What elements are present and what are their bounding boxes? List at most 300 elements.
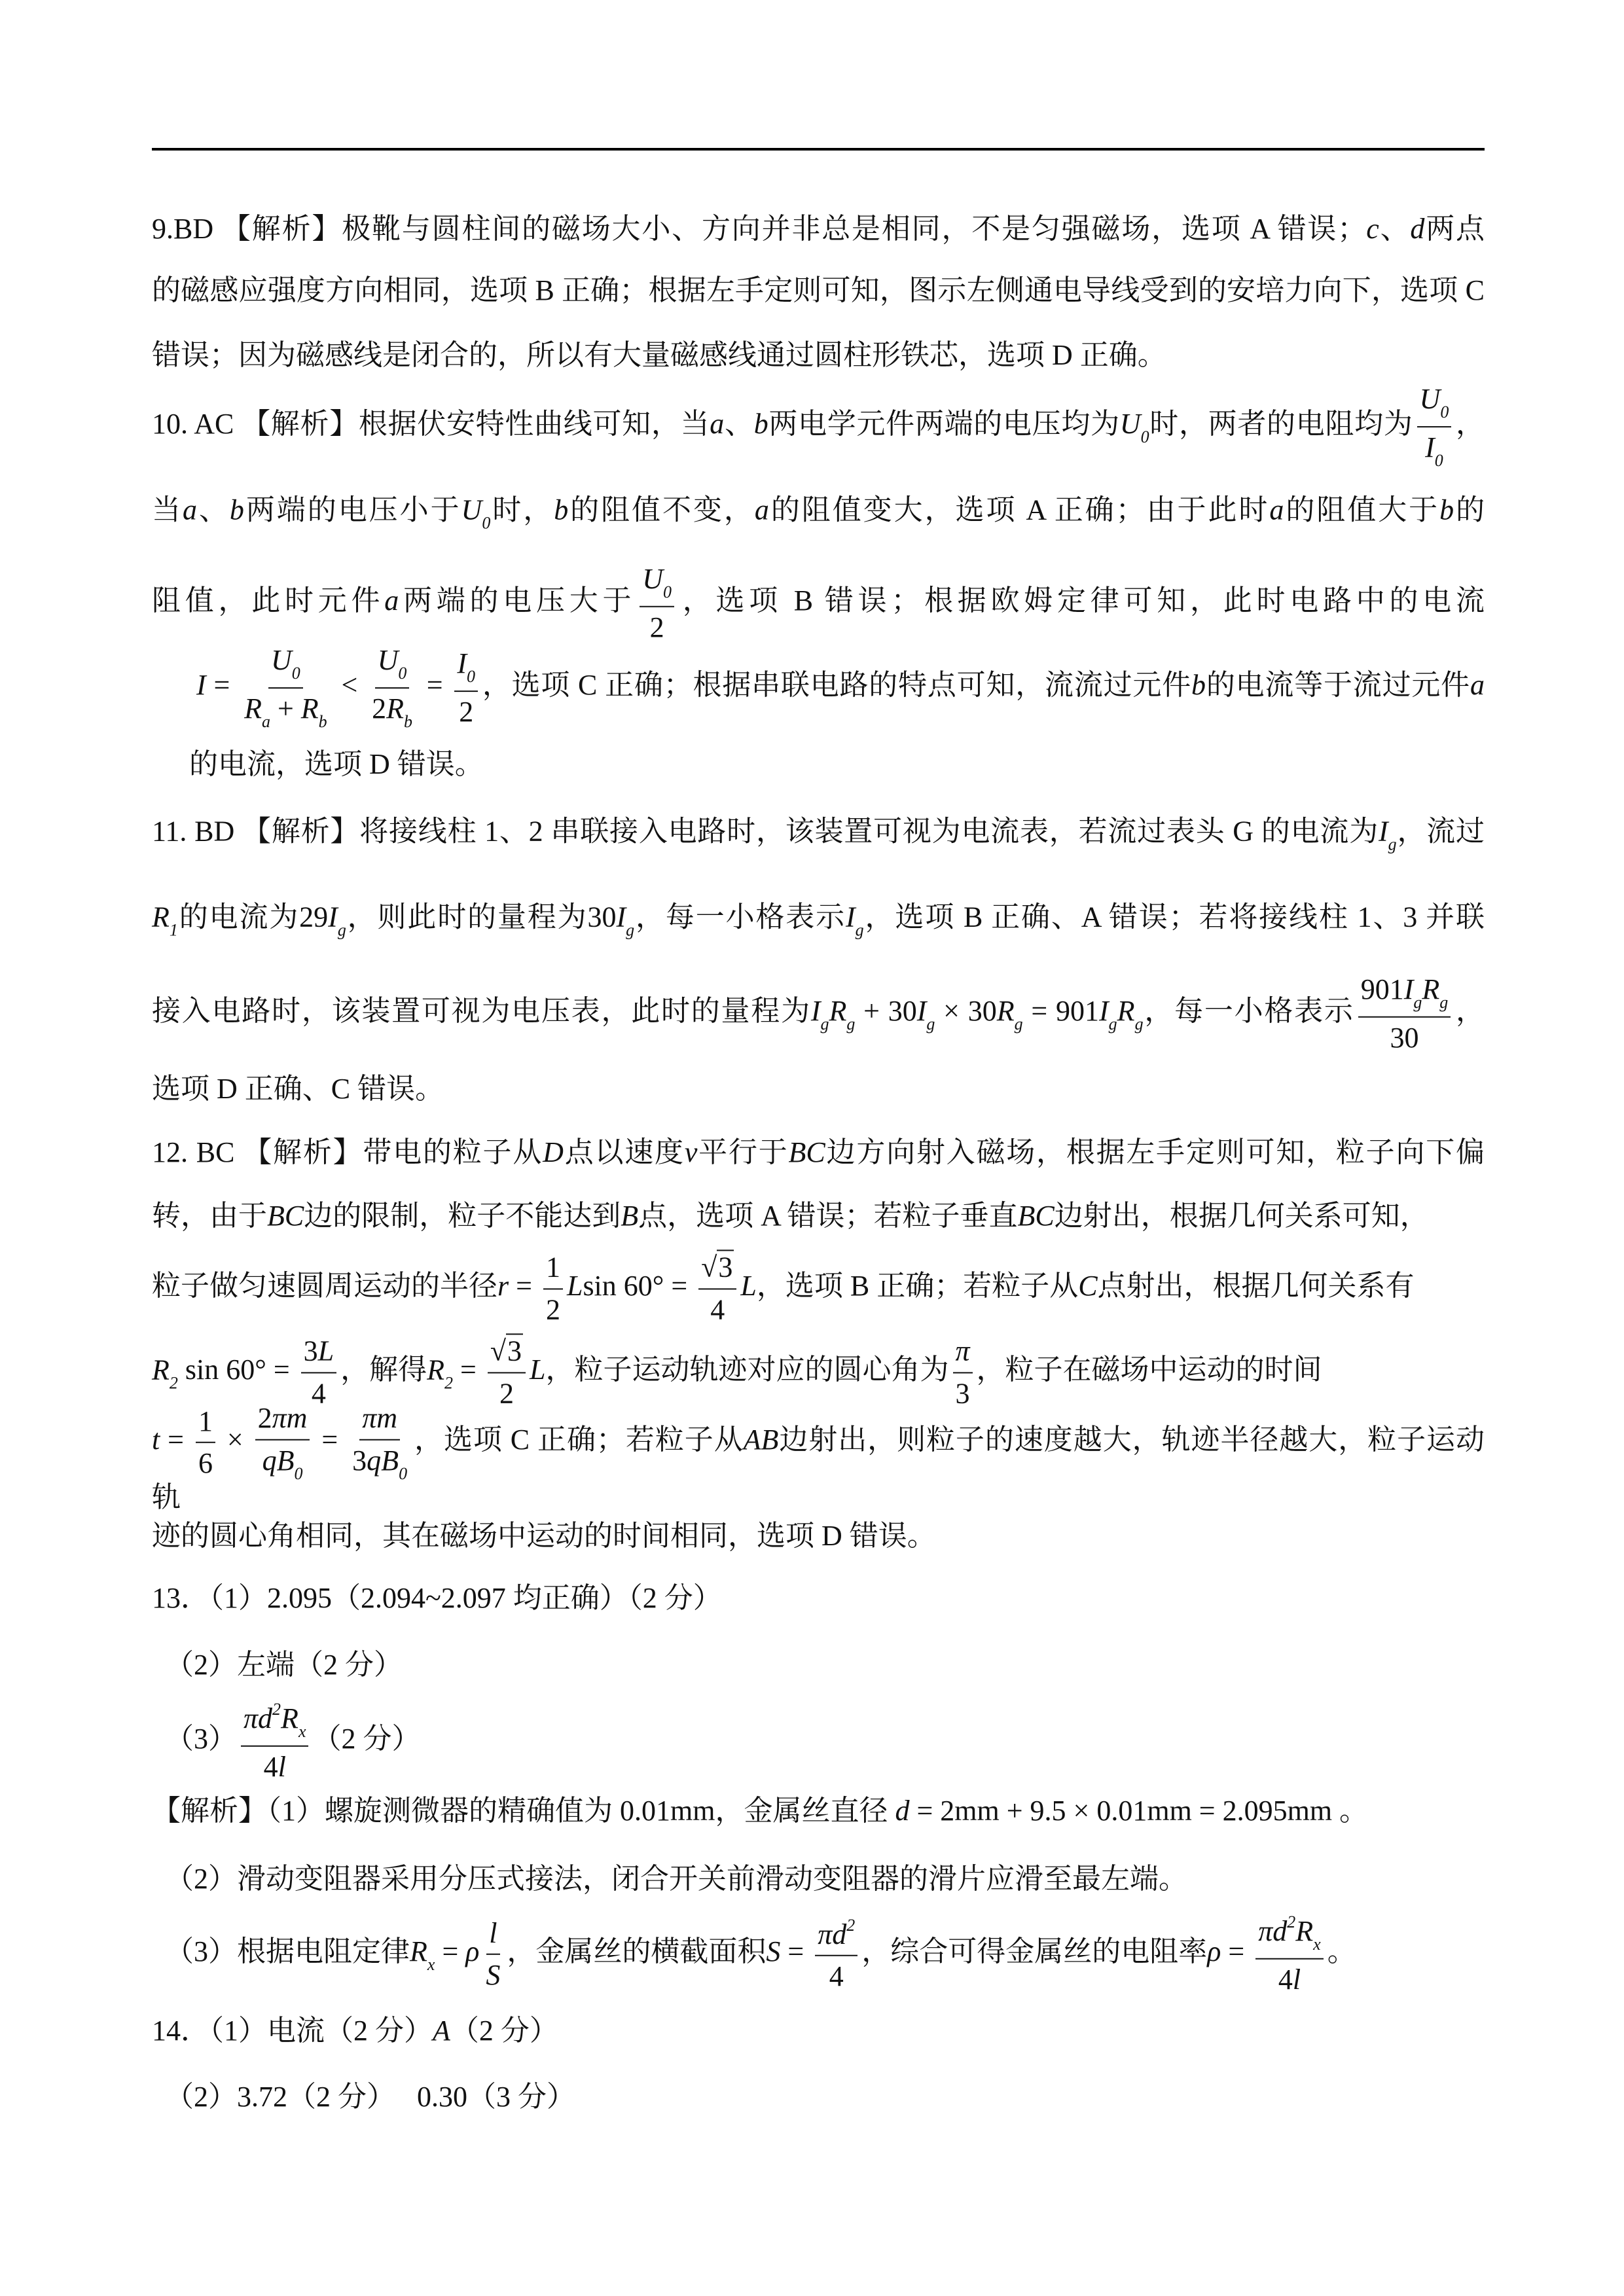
document-line <box>152 1584 1485 1613</box>
text-run: = <box>314 1424 346 1456</box>
variable-symbol: a <box>182 493 197 526</box>
subscript: g <box>1108 1014 1117 1034</box>
math-variable <box>1272 1912 1296 1947</box>
subscript: 2 <box>444 1373 454 1393</box>
radicand: 3 <box>718 1251 733 1283</box>
variable-symbol: πm <box>362 1401 398 1434</box>
subscript: g <box>337 920 346 940</box>
text-run: ，粒子运动轨迹对应的圆心角为 <box>545 1354 949 1386</box>
math-variable <box>384 584 399 617</box>
math-variable <box>1379 815 1397 854</box>
text-run: 两端的电压小于 <box>244 493 461 526</box>
variable-symbol: R <box>300 692 319 725</box>
variable-symbol: R <box>996 995 1015 1028</box>
text-run: 点以速度 <box>563 1136 685 1168</box>
variable-symbol: A <box>433 2015 450 2047</box>
math-variable <box>410 1935 435 1975</box>
text-run: 【解析】（1）螺旋测微器的精确值为 0.01mm，金属丝直径 <box>152 1795 895 1827</box>
text-run: = <box>453 1354 484 1386</box>
variable-symbol: d <box>1410 213 1425 245</box>
subscript: 0 <box>398 664 407 683</box>
variable-symbol: qB <box>367 1444 399 1477</box>
math-variable <box>1410 213 1424 245</box>
text-run: 13．（1）2.095（2.094~2.097 均正确）（2 分） <box>152 1582 722 1614</box>
subscript: g <box>1439 992 1449 1012</box>
math-variable <box>1293 1964 1301 1996</box>
text-run: 当 <box>152 493 183 526</box>
math-fraction <box>454 647 478 728</box>
subscript: 0 <box>1140 427 1149 447</box>
fraction-denominator <box>483 1955 503 1992</box>
text-run: 2 <box>649 611 664 643</box>
text-run: 3 <box>303 1335 318 1367</box>
variable-symbol: R <box>1117 995 1135 1028</box>
text-run: 6 <box>198 1446 213 1479</box>
variable-symbol: a <box>754 493 769 526</box>
math-variable <box>1425 431 1443 470</box>
math-variable <box>832 1915 856 1950</box>
math-variable <box>740 1270 756 1302</box>
math-square-root: √3 <box>490 1335 522 1367</box>
fraction-numerator <box>486 1916 499 1955</box>
math-variable <box>755 494 769 526</box>
math-fraction <box>815 1915 857 1993</box>
math-variable <box>196 669 206 701</box>
fraction-numerator <box>698 1251 736 1289</box>
math-variable <box>152 1354 178 1393</box>
subscript: g <box>855 920 864 940</box>
variable-symbol: R <box>281 1702 298 1734</box>
text-run: 边射出，根据几何关系可知， <box>1054 1200 1429 1232</box>
math-variable <box>530 1354 545 1386</box>
math-variable <box>766 1935 780 1967</box>
document-line <box>152 1402 1485 1512</box>
variable-symbol: U <box>1419 383 1441 416</box>
variable-symbol: r <box>497 1270 509 1302</box>
variable-symbol: R <box>1295 1914 1314 1947</box>
document-line <box>165 2083 1485 2111</box>
variable-symbol: D <box>543 1136 564 1168</box>
variable-symbol: R <box>427 1354 445 1386</box>
text-run: = 901 <box>1022 995 1100 1028</box>
subscript: g <box>846 1014 856 1034</box>
math-fraction <box>350 1402 410 1483</box>
math-variable <box>262 1444 303 1483</box>
text-run: 时， <box>490 493 554 526</box>
variable-symbol: d <box>895 1795 910 1827</box>
math-variable <box>362 1402 397 1434</box>
variable-symbol: b <box>1439 493 1454 526</box>
variable-symbol: d <box>258 1702 273 1734</box>
variable-symbol: BC <box>788 1136 825 1168</box>
text-run: （2）3.72（2 分） 0.30（3 分） <box>165 2081 575 2113</box>
math-variable <box>427 1354 454 1393</box>
fraction-denominator <box>261 1747 289 1784</box>
text-run: 901 <box>1360 973 1404 1005</box>
text-run: ，选项 B 错误；根据欧姆定律可知，此时电路中的电流 <box>678 584 1485 617</box>
variable-symbol: l <box>489 1916 497 1949</box>
fraction-numerator <box>640 563 674 607</box>
text-run: × <box>219 1424 251 1456</box>
variable-symbol: S <box>486 1958 501 1991</box>
math-square-root: √3 <box>701 1251 733 1283</box>
variable-symbol: b <box>554 493 569 526</box>
document-line <box>152 383 1485 471</box>
subscript: b <box>318 712 327 731</box>
fraction-denominator <box>708 1289 727 1327</box>
text-run: 1 <box>198 1405 213 1437</box>
variable-symbol: I <box>1403 973 1414 1005</box>
subscript: g <box>1388 834 1397 854</box>
document-line <box>196 644 1485 732</box>
math-variable <box>754 408 768 440</box>
text-run: ，流过 <box>1396 815 1485 848</box>
variable-symbol: a <box>384 584 399 617</box>
variable-symbol: I <box>196 669 206 702</box>
text-run: ， <box>1454 995 1485 1028</box>
fraction-numerator <box>454 647 478 692</box>
variable-symbol: a <box>1269 493 1284 526</box>
text-run: 点，选项 A 错误；若粒子垂直 <box>638 1200 1018 1232</box>
document-line <box>152 563 1485 644</box>
text-run: 、 <box>196 493 230 526</box>
fraction-numerator <box>953 1335 973 1373</box>
math-fraction <box>369 644 415 732</box>
subscript: 0 <box>467 666 476 686</box>
text-run: 2 <box>459 695 474 728</box>
fraction-denominator <box>456 692 476 729</box>
math-variable <box>818 1918 832 1950</box>
math-variable <box>1366 213 1379 245</box>
variable-symbol: I <box>810 995 821 1028</box>
math-fraction <box>640 563 674 644</box>
fraction-numerator <box>196 1405 215 1443</box>
variable-symbol: AB <box>743 1424 779 1456</box>
math-variable <box>1119 408 1149 447</box>
text-run: 边射出，则粒子的速度越大，轨迹半径越大，粒子运动轨 <box>152 1424 1485 1514</box>
math-variable <box>810 995 829 1034</box>
variable-symbol: I <box>846 901 856 933</box>
subscript: b <box>403 712 412 731</box>
text-run: 2 <box>499 1377 514 1409</box>
fraction-numerator <box>241 1700 308 1747</box>
math-variable <box>1403 973 1422 1012</box>
math-variable <box>916 995 935 1034</box>
math-fraction <box>483 1916 503 1992</box>
fraction-denominator <box>369 689 415 732</box>
math-fraction <box>255 1402 310 1483</box>
text-run: 的电流为29 <box>177 901 329 933</box>
subscript: g <box>1134 1014 1144 1034</box>
text-run: ，选项 B 正确；若粒子从 <box>756 1270 1079 1302</box>
text-run: 11. BD 【解析】将接线柱 1、2 串联接入电路时，该装置可视为电流表，若流过表头 G 的电流为 <box>152 815 1379 848</box>
variable-symbol: U <box>461 493 482 526</box>
variable-symbol: I <box>328 901 338 933</box>
fraction-denominator <box>196 1443 215 1480</box>
text-run: 边方向射入磁场，根据左手定则可知，粒子向下偏 <box>825 1136 1485 1168</box>
variable-symbol: L <box>530 1354 546 1386</box>
fraction-denominator <box>260 1440 306 1483</box>
text-run: 阻值，此时元件 <box>152 584 385 617</box>
document-line <box>165 1865 1485 1893</box>
math-variable <box>377 644 407 683</box>
math-variable <box>1017 1200 1054 1232</box>
math-variable <box>996 995 1023 1034</box>
fraction-numerator <box>301 1335 336 1373</box>
variable-symbol: I <box>1425 431 1435 463</box>
text-run: = <box>780 1935 812 1968</box>
math-fraction <box>1417 383 1452 471</box>
text-run: （2）左端（2 分） <box>165 1649 403 1681</box>
variable-symbol: BC <box>1017 1200 1055 1232</box>
text-run: （2 分） <box>450 2015 558 2047</box>
text-run: 的阻值大于 <box>1284 493 1440 526</box>
text-run: 时，两者的电阻均为 <box>1149 408 1413 440</box>
fraction-denominator <box>1387 1018 1421 1055</box>
math-fraction <box>543 1251 563 1326</box>
math-fraction <box>196 1405 215 1480</box>
math-variable <box>1191 669 1206 701</box>
text-run: + 30 <box>855 995 917 1028</box>
text-run: ，综合可得金属丝的电阻率 <box>861 1935 1208 1968</box>
math-variable <box>230 494 244 526</box>
document-line <box>165 1912 1485 1996</box>
math-variable <box>461 493 491 533</box>
math-variable <box>829 995 856 1034</box>
text-run: 。 <box>1327 1935 1356 1968</box>
math-fraction <box>1358 973 1451 1054</box>
subscript: 0 <box>399 1463 408 1483</box>
text-run: ，每一小格表示 <box>634 901 846 933</box>
subscript: g <box>1014 1014 1023 1034</box>
math-variable <box>1078 1270 1097 1302</box>
text-run: 2 <box>257 1401 272 1434</box>
text-run: ，选项 C 正确；若粒子从 <box>414 1424 744 1456</box>
text-run: 错误；因为磁感线是闭合的，所以有大量磁感线通过圆柱形铁芯，选项 D 正确。 <box>152 339 1166 371</box>
fraction-numerator <box>359 1402 400 1441</box>
variable-symbol: qB <box>262 1444 295 1477</box>
subscript: g <box>926 1014 935 1034</box>
variable-symbol: B <box>621 1200 639 1232</box>
document-line <box>152 276 1485 305</box>
math-variable <box>244 1702 258 1734</box>
fraction-numerator <box>268 644 303 689</box>
math-variable <box>281 1702 306 1741</box>
fraction-numerator <box>543 1251 563 1289</box>
document-line <box>152 1797 1485 1825</box>
text-run: = 2mm + 9.5 × 0.01mm = 2.095mm 。 <box>909 1795 1369 1827</box>
variable-symbol: R <box>152 901 170 933</box>
math-variable <box>386 692 412 731</box>
math-variable <box>710 408 724 440</box>
text-run: 4 <box>829 1960 844 1992</box>
text-run: 两点 <box>1424 213 1485 245</box>
variable-symbol: I <box>1099 995 1109 1028</box>
math-variable <box>956 1335 970 1367</box>
variable-symbol: π <box>818 1918 833 1950</box>
variable-symbol: R <box>410 1935 427 1968</box>
text-run: 转，由于 <box>152 1200 267 1232</box>
text-run: 选项 D 正确、C 错误。 <box>152 1073 444 1105</box>
text-run: 3 <box>352 1444 367 1477</box>
variable-symbol: S <box>766 1935 781 1968</box>
fraction-denominator <box>350 1440 410 1483</box>
math-variable <box>1470 669 1485 701</box>
text-run: sin 60° = <box>583 1270 695 1302</box>
math-variable <box>789 1136 825 1168</box>
fraction-denominator <box>827 1956 846 1994</box>
variable-symbol: L <box>740 1270 757 1302</box>
text-run: 接入电路时，该装置可视为电压表，此时的量程为 <box>152 995 811 1028</box>
subscript: 1 <box>169 920 178 940</box>
math-variable <box>744 1424 779 1456</box>
superscript: 2 <box>272 1699 281 1719</box>
radicand: 3 <box>507 1335 522 1367</box>
variable-symbol: R <box>244 692 262 725</box>
math-variable <box>433 2015 450 2047</box>
fraction-numerator <box>815 1915 857 1956</box>
text-run: 的阻值不变， <box>568 493 755 526</box>
text-run: = <box>418 669 451 702</box>
math-fraction <box>241 1700 308 1784</box>
math-variable <box>1099 995 1117 1034</box>
math-variable <box>1207 1935 1221 1967</box>
variable-symbol: U <box>1119 408 1141 440</box>
text-run: 两电学元件两端的电压均为 <box>768 408 1120 440</box>
math-variable <box>1269 494 1284 526</box>
text-run: 12. BC 【解析】带电的粒子从 <box>152 1136 543 1168</box>
text-run: 的电流等于流过元件 <box>1206 669 1470 702</box>
text-run: 迹的圆心角相同，其在磁场中运动的时间相同，选项 D 错误。 <box>152 1520 936 1552</box>
text-run: 的阻值变大，选项 A 正确；由于此时 <box>768 493 1270 526</box>
document-line <box>152 2017 1485 2045</box>
text-run: 粒子做匀速圆周运动的半径 <box>152 1270 497 1302</box>
math-variable <box>270 644 300 683</box>
document-line <box>189 750 1485 779</box>
fraction-numerator <box>255 1402 310 1441</box>
math-variable <box>1258 1915 1272 1947</box>
variable-symbol: t <box>152 1424 160 1456</box>
math-variable <box>152 901 178 940</box>
variable-symbol: l <box>278 1750 286 1783</box>
variable-symbol: b <box>229 493 244 526</box>
math-variable <box>328 901 346 940</box>
text-run: = <box>435 1935 466 1968</box>
math-fraction <box>1255 1912 1323 1996</box>
subscript: 0 <box>294 1463 303 1483</box>
document-line <box>165 1651 1485 1679</box>
math-variable <box>1117 995 1144 1034</box>
text-run: × 30 <box>935 995 997 1028</box>
text-run: 4 <box>263 1750 278 1783</box>
text-run: = <box>206 669 238 702</box>
text-run: 10. AC 【解析】根据伏安特性曲线可知，当 <box>152 408 710 440</box>
document-line <box>152 1522 1485 1551</box>
variable-symbol: I <box>616 901 626 933</box>
variable-symbol: R <box>152 1354 170 1386</box>
text-run: （2 分） <box>312 1723 421 1755</box>
fraction-numerator <box>375 644 410 689</box>
variable-symbol: v <box>684 1136 698 1168</box>
document-line <box>152 1075 1485 1103</box>
text-run: 、 <box>724 408 754 440</box>
variable-symbol: R <box>1422 973 1440 1005</box>
math-variable <box>267 1200 304 1232</box>
variable-symbol: π <box>244 1702 259 1734</box>
text-run: 1 <box>545 1251 560 1283</box>
math-variable <box>465 1935 479 1967</box>
superscript: 2 <box>1287 1912 1296 1931</box>
math-variable <box>1422 973 1449 1012</box>
variable-symbol: a <box>1470 669 1485 702</box>
math-variable <box>489 1916 497 1948</box>
text-run: ，每一小格表示 <box>1143 995 1354 1028</box>
document-line <box>152 341 1485 370</box>
text-run: ，金属丝的横截面积 <box>507 1935 767 1968</box>
subscript: g <box>820 1014 829 1034</box>
text-run: 边的限制，粒子不能达到 <box>304 1200 621 1232</box>
text-run: （3）根据电阻定律 <box>165 1935 410 1968</box>
math-variable <box>183 494 197 526</box>
text-run: 2 <box>372 692 387 725</box>
text-run: = <box>509 1270 539 1302</box>
variable-symbol: L <box>317 1335 334 1367</box>
text-run: 30 <box>1390 1021 1419 1054</box>
math-variable <box>895 1795 909 1827</box>
subscript: g <box>1413 992 1422 1012</box>
fraction-denominator <box>242 689 330 732</box>
document-line <box>152 493 1485 533</box>
math-variable <box>367 1444 408 1483</box>
subscript: 0 <box>291 664 300 683</box>
math-fraction <box>488 1335 526 1410</box>
math-fraction <box>301 1335 336 1410</box>
variable-symbol: R <box>386 692 404 725</box>
text-run: ，则此时的量程为30 <box>346 901 617 933</box>
math-variable <box>318 1335 334 1367</box>
document-line <box>152 903 1485 939</box>
variable-symbol: U <box>270 644 292 677</box>
text-run: 的电流，选项 D 错误。 <box>189 748 484 780</box>
fraction-numerator <box>1417 383 1452 427</box>
document-line <box>165 1700 1485 1784</box>
text-run: 14．（1）电流（2 分） <box>152 2015 433 2047</box>
variable-symbol: I <box>457 647 467 679</box>
text-run: 的磁感应强度方向相同，选项 B 正确；根据左手定则可知，图示左侧通电导线受到的安培力向下，选项 C <box>152 274 1485 306</box>
math-variable <box>621 1200 638 1232</box>
variable-symbol: I <box>1379 815 1388 848</box>
document-line <box>152 1335 1485 1410</box>
text-run: 两端的电压大于 <box>399 584 636 617</box>
variable-symbol: b <box>753 408 768 440</box>
math-variable <box>486 1959 500 1991</box>
math-variable <box>244 692 270 731</box>
variable-symbol: I <box>916 995 927 1028</box>
variable-symbol: d <box>1272 1914 1288 1947</box>
variable-symbol: R <box>829 995 847 1028</box>
document-line <box>152 1202 1485 1230</box>
variable-symbol: l <box>1292 1963 1301 1996</box>
text-run: ， <box>1455 408 1485 440</box>
math-fraction <box>953 1335 973 1410</box>
subscript: 0 <box>482 513 491 533</box>
math-variable <box>1439 494 1454 526</box>
math-variable <box>1419 383 1449 422</box>
fraction-denominator <box>1422 427 1446 471</box>
variable-symbol: π <box>1258 1914 1273 1947</box>
text-run: 9.BD 【解析】极靴与圆柱间的磁场大小、方向并非总是相同，不是匀强磁场，选项 A 错误； <box>152 213 1367 245</box>
document-line <box>152 1138 1485 1167</box>
